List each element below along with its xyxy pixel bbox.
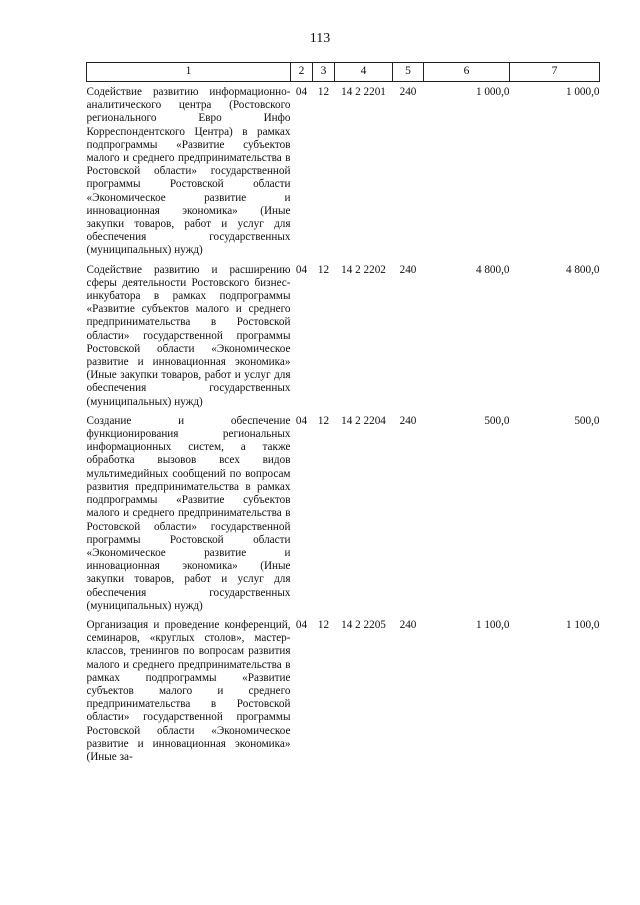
column-header-1: 1: [87, 63, 291, 82]
row-amount-2: 500,0: [574, 414, 600, 427]
row-expense-type: 240: [399, 414, 417, 427]
row-expense-type: 240: [399, 86, 417, 98]
page-number: 113: [309, 31, 331, 46]
row-amount-2: 1 100,0: [565, 618, 600, 631]
row-amount-2: 1 000,0: [565, 86, 600, 98]
table-row: [87, 258, 600, 409]
row-description: Создание и обеспечение функционирования региональных информационных систем, а также обработка вызовов всех видов мультимедийных сообщений по вопросам развития предпринимательства в рамках подпрограммы «Развитие субъектов малого и среднего предпринимательства в Ростовской области» государственной программы Ростовской области «Экономическое развитие и инновационная экономика» (Иные закупки товаров, работ и услуг для обеспечения государственных (муниципальных) нужд): [86, 414, 291, 612]
column-header-2: 2: [291, 63, 313, 82]
budget-table: [86, 62, 600, 764]
row-amount-1: 4 800,0: [475, 263, 510, 276]
column-header-7: 7: [510, 63, 600, 82]
row-description: Содействие развитию информационно-аналитического центра (Ростовского регионального Евро Инфо Корреспондентского Центра) в рамках подпрограммы «Развитие субъектов малого и среднего предпринимательства в Ростовской области» государственной программы Ростовской области «Экономическое развитие и инновационная экономика» (Иные закупки товаров, работ и услуг для обеспечения государственных (муниципальных) нужд): [86, 86, 291, 257]
row-section-code: 04: [295, 263, 308, 276]
table-row: [87, 613, 600, 764]
row-subsection-code: 12: [317, 618, 330, 631]
row-target-article: 14 2 2202: [341, 263, 386, 276]
row-subsection-code: 12: [317, 414, 330, 427]
column-header-6: 6: [424, 63, 510, 82]
row-expense-type: 240: [399, 618, 417, 631]
row-description: Организация и проведение конференций, семинаров, «круглых столов», мастер-классов, тренингов по вопросам развития малого и среднего предпринимательства в рамках подпрограммы «Развитие субъектов малого и среднего предпринимательства в Ростовской области» государственной программы Ростовской области «Экономическое развитие и инновационная экономика» (Иные за-: [86, 618, 291, 763]
row-target-article: 14 2 2201: [341, 86, 386, 98]
row-target-article: 14 2 2205: [341, 618, 386, 631]
row-amount-2: 4 800,0: [565, 263, 600, 276]
table-row: [87, 82, 600, 258]
table-header-row: [87, 63, 600, 82]
column-header-5: 5: [393, 63, 424, 82]
row-subsection-code: 12: [317, 263, 330, 276]
table-row: [87, 409, 600, 613]
row-section-code: 04: [295, 414, 308, 427]
row-expense-type: 240: [399, 263, 417, 276]
row-description: Содействие развитию и расширению сферы деятельности Ростовского бизнес-инкубатора в рамках подпрограммы «Развитие субъектов малого и среднего предпринимательства в Ростовской области» государственной программы Ростовской области «Экономическое развитие и инновационная экономика» (Иные закупки товаров, работ и услуг для обеспечения государственных (муниципальных) нужд): [86, 263, 291, 408]
row-amount-1: 1 000,0: [475, 86, 510, 98]
column-header-3: 3: [313, 63, 335, 82]
row-amount-1: 1 100,0: [475, 618, 510, 631]
row-section-code: 04: [295, 86, 308, 98]
row-amount-1: 500,0: [484, 414, 510, 427]
row-section-code: 04: [295, 618, 308, 631]
column-header-4: 4: [335, 63, 393, 82]
row-subsection-code: 12: [317, 86, 330, 98]
row-target-article: 14 2 2204: [341, 414, 386, 427]
